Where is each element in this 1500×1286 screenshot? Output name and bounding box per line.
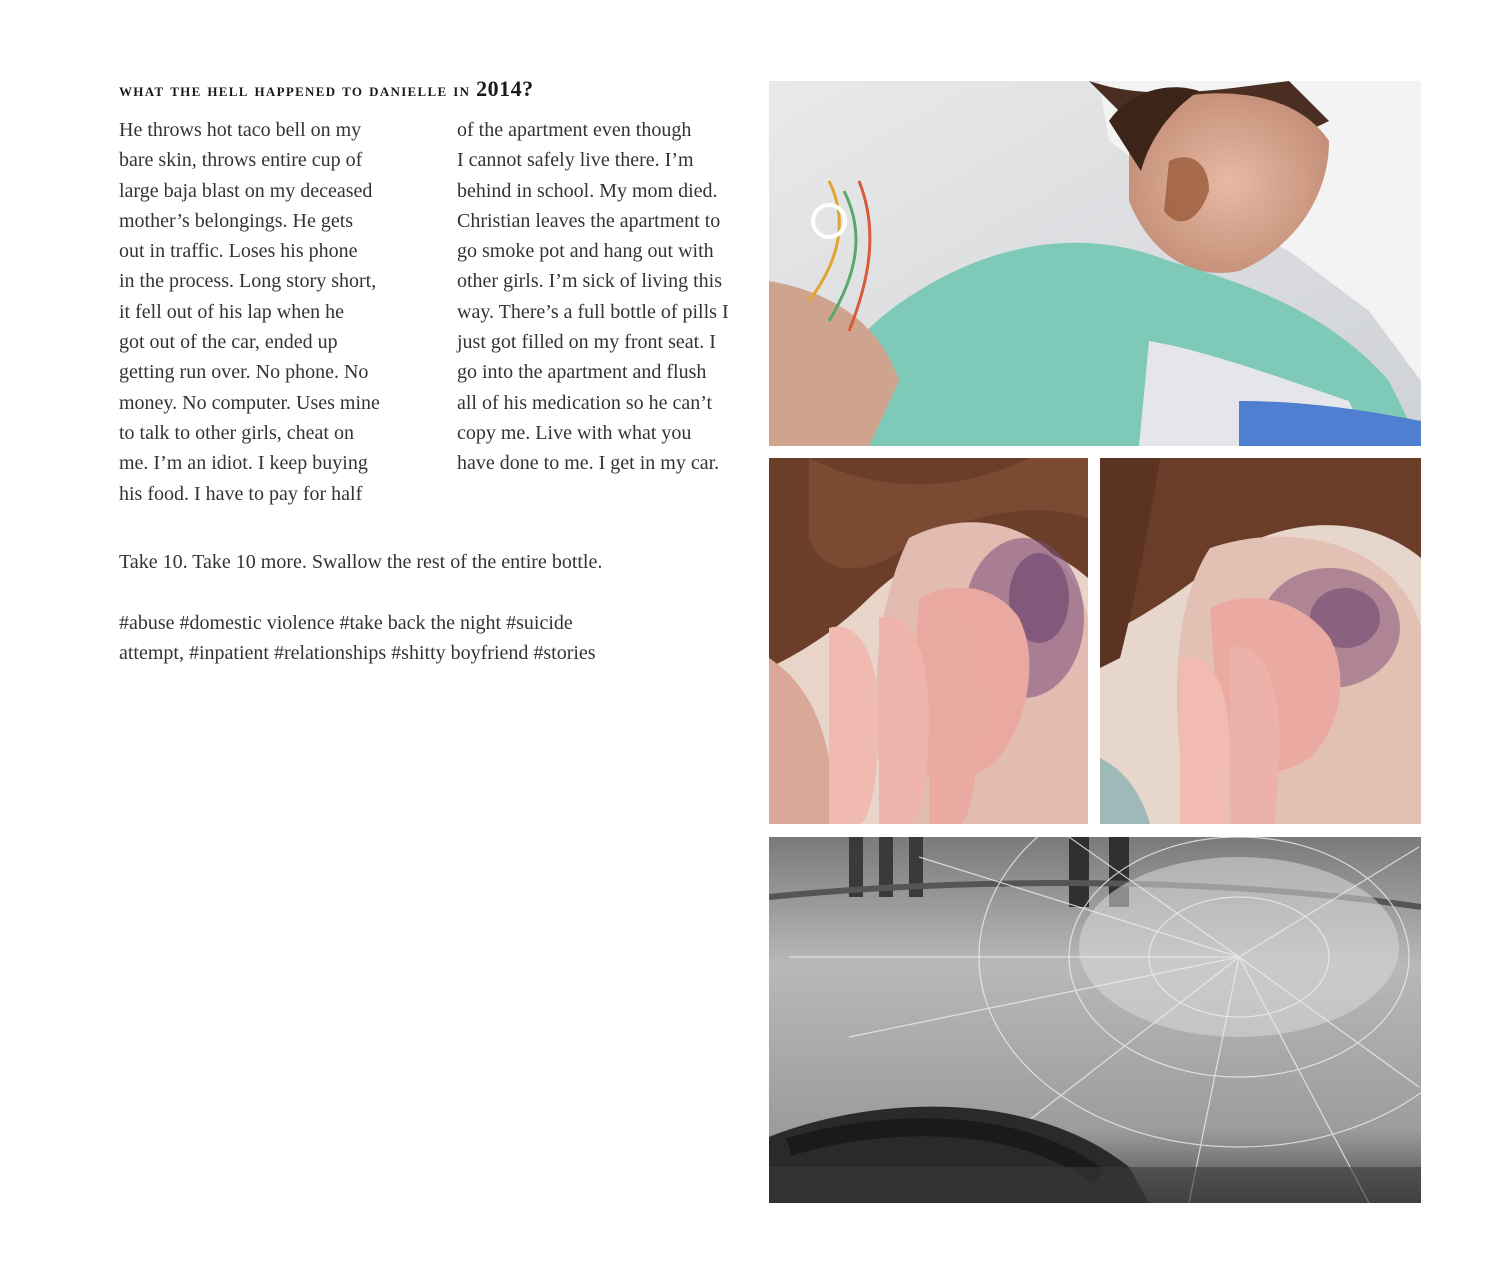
text-line: to talk to other girls, cheat on — [119, 421, 354, 444]
title-text: what the hell happened to danielle in — [119, 80, 477, 100]
windshield-photo — [769, 837, 1421, 1203]
text-line: his food. I have to pay for half — [119, 482, 363, 505]
tags-paragraph — [119, 608, 596, 669]
tags-line: attempt, #inpatient #relationships #shitty boyfriend #stories — [119, 642, 596, 665]
text-column-left — [119, 115, 419, 509]
text-line: have done to me. I get in my car. — [457, 452, 720, 475]
text-line: just got filled on my front seat. I — [457, 331, 716, 354]
bruise-photo-right-image — [1100, 458, 1421, 824]
text-line: out in traffic. Loses his phone — [119, 240, 358, 263]
text-line: He throws hot taco bell on my — [119, 119, 362, 141]
text-line: copy me. Live with what you — [457, 421, 692, 444]
text-line: me. I’m an idiot. I keep buying — [119, 452, 368, 475]
text-line: all of his medication so he can’t — [457, 391, 713, 414]
hospital-photo-image — [769, 81, 1421, 446]
article-title — [119, 76, 759, 102]
bruise-photo-left-image — [769, 458, 1088, 824]
text-line: it fell out of his lap when he — [119, 300, 344, 323]
text-line: Christian leaves the apartment to — [457, 209, 721, 232]
text-line: bare skin, throws entire cup of — [119, 149, 363, 172]
text-line: I cannot safely live there. I’m — [457, 149, 694, 172]
text-line: getting run over. No phone. No — [119, 361, 369, 384]
text-line: go smoke pot and hang out with — [457, 240, 714, 263]
text-column-right — [457, 115, 757, 479]
text-line: in the process. Long story short, — [119, 270, 377, 293]
hospital-photo — [769, 81, 1421, 446]
text-line: large baja blast on my deceased — [119, 179, 373, 202]
windshield-photo-image — [769, 837, 1421, 1203]
title-year: 2014? — [476, 76, 534, 101]
text-line: behind in school. My mom died. — [457, 179, 718, 202]
text-line: go into the apartment and flush — [457, 361, 707, 384]
bruise-photo-right — [1100, 458, 1421, 824]
closing-paragraph: Take 10. Take 10 more. Swallow the rest of the entire bottle. — [119, 551, 603, 573]
text-line: other girls. I’m sick of living this — [457, 270, 722, 293]
text-line: way. There’s a full bottle of pills I — [457, 300, 729, 323]
text-line: of the apartment even though — [457, 119, 692, 141]
text-line: money. No computer. Uses mine — [119, 391, 380, 414]
text-line: mother’s belongings. He gets — [119, 209, 354, 232]
text-line: got out of the car, ended up — [119, 331, 338, 354]
tags-line: #abuse #domestic violence #take back the night #suicide — [119, 612, 573, 634]
bruise-photo-left — [769, 458, 1088, 824]
